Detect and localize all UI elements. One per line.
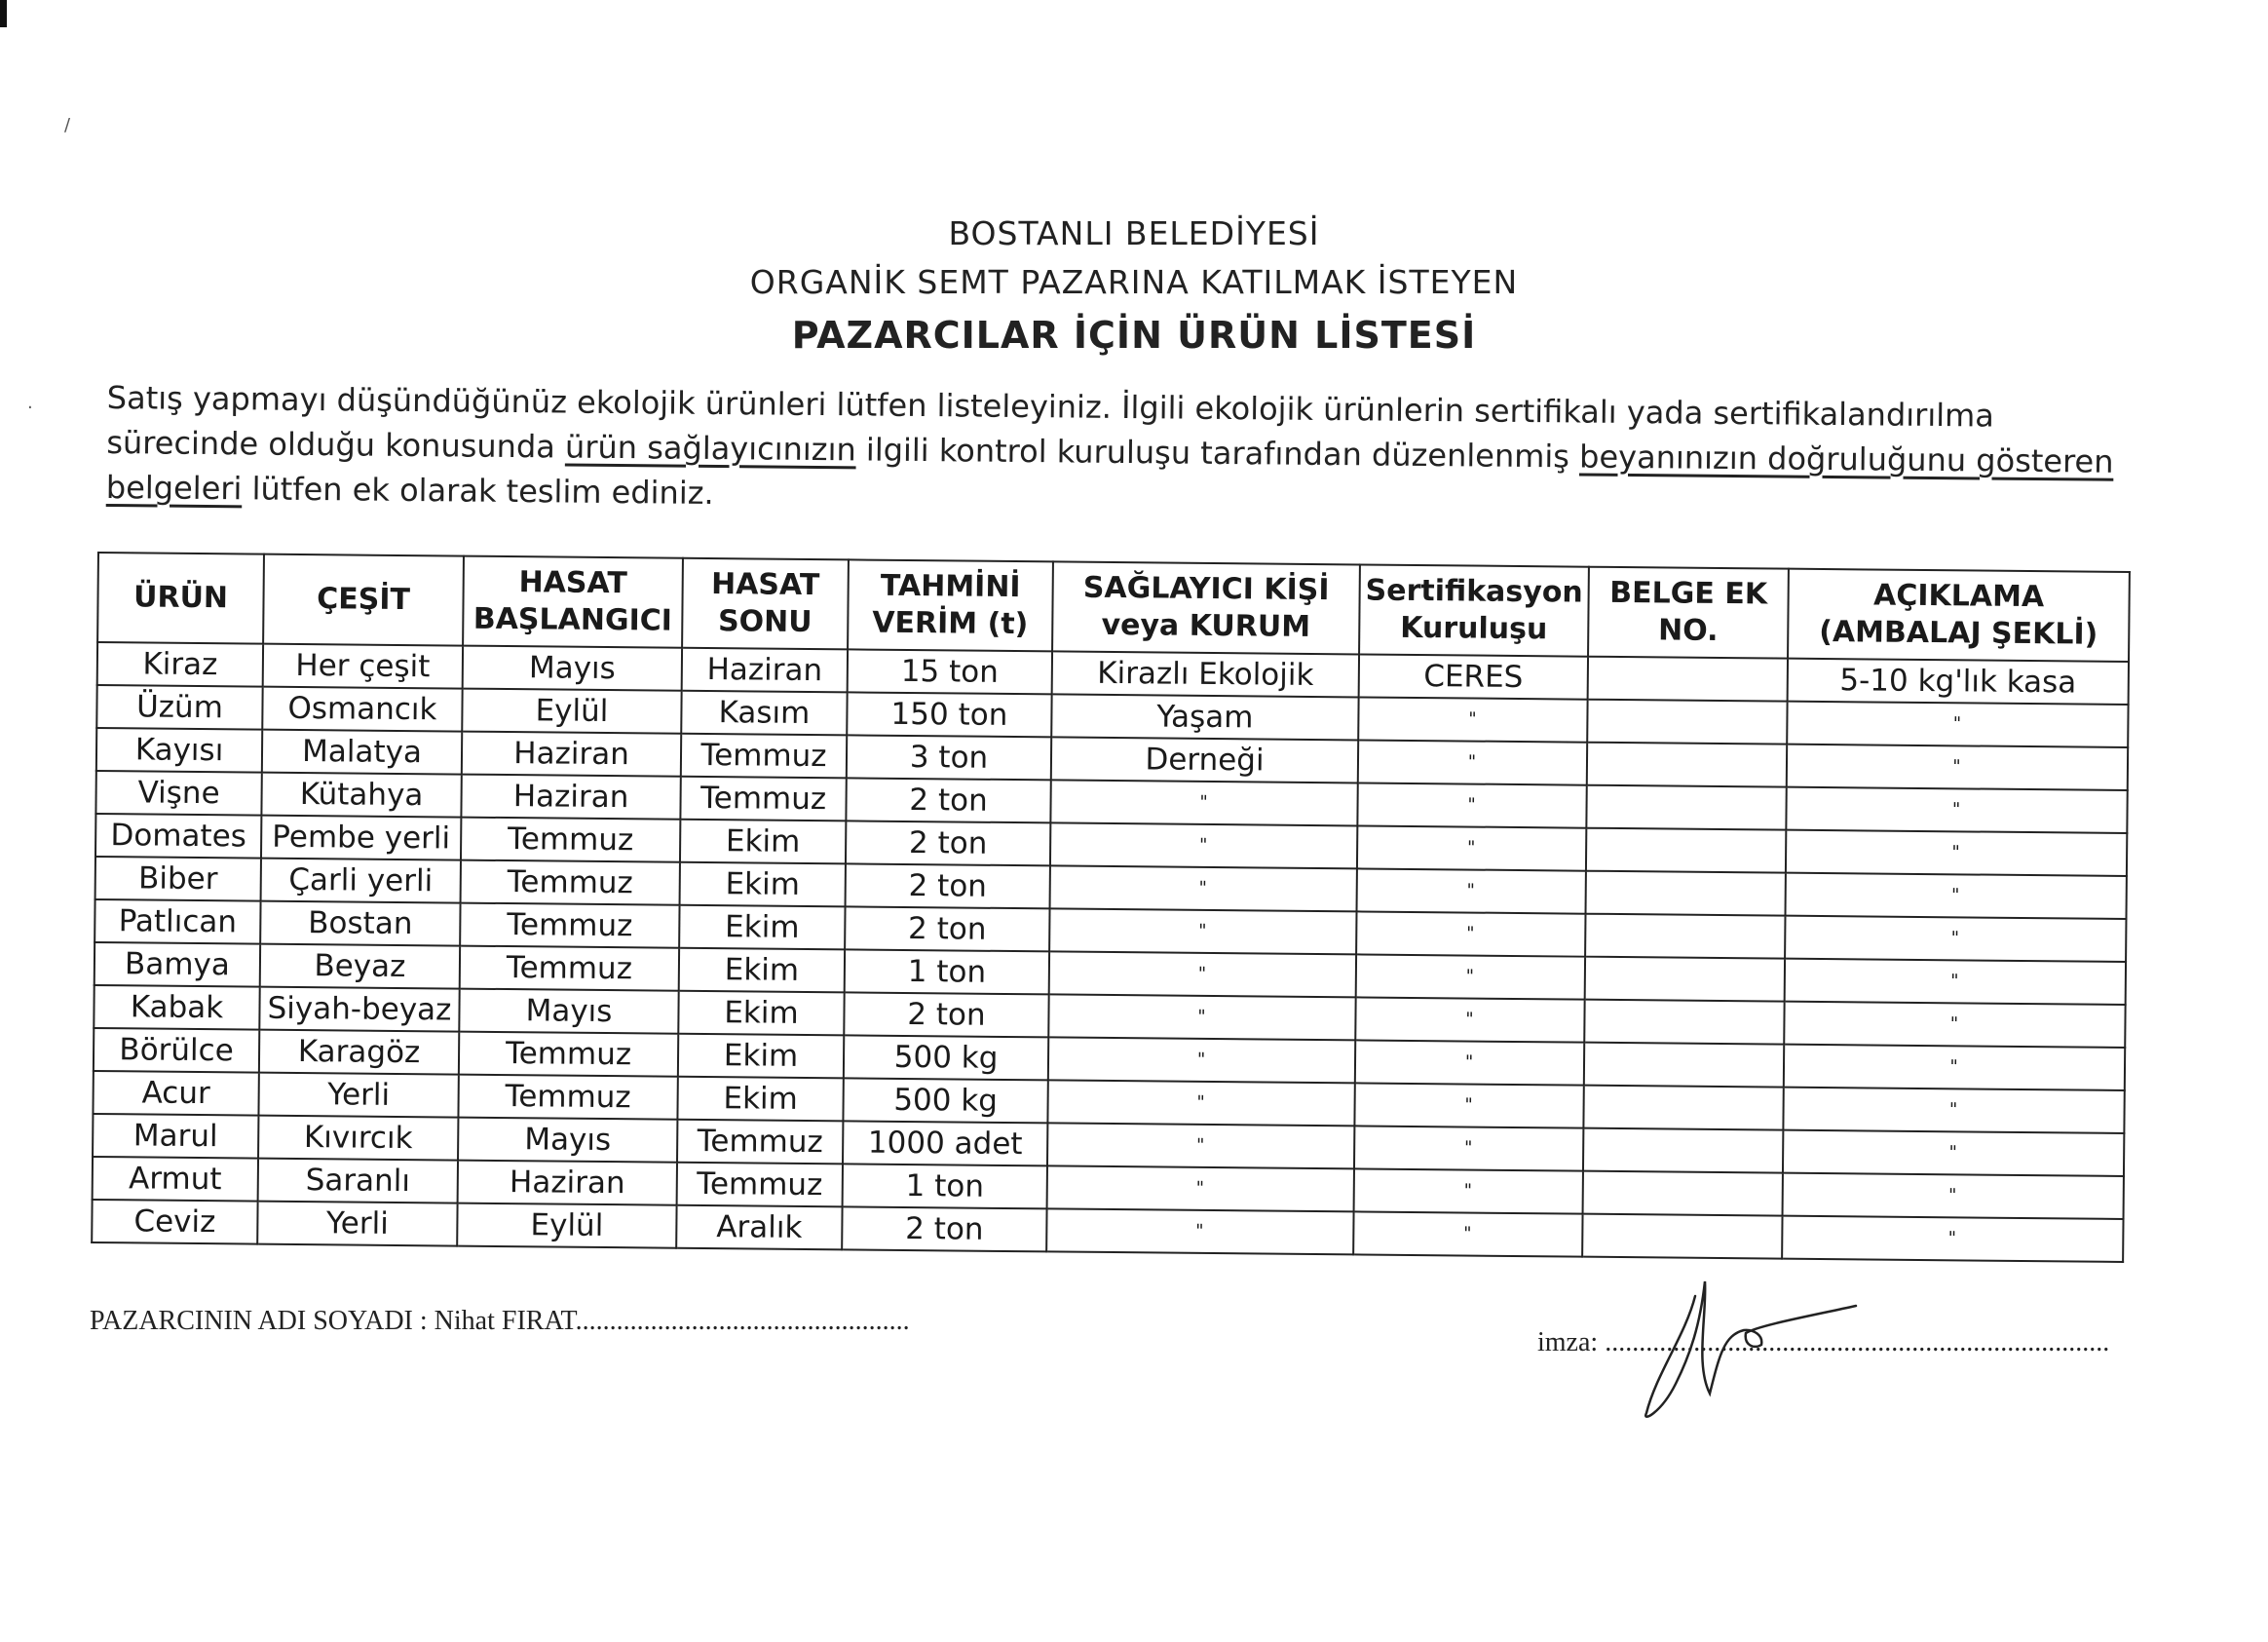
table-cell: Acur [93, 1071, 258, 1116]
table-cell: Domates [95, 814, 261, 859]
table-cell: Kiraz [97, 642, 263, 687]
table-cell: Aralık [676, 1205, 842, 1250]
table-cell: Ceviz [92, 1200, 257, 1244]
table-cell: Kıvırcık [258, 1116, 458, 1161]
table-cell: Temmuz [460, 946, 679, 991]
table-cell [1587, 743, 1787, 787]
table-cell: Börülce [94, 1028, 259, 1073]
table-cell: Temmuz [460, 903, 679, 948]
header-cell: ÇEŞİT [263, 554, 464, 646]
table-cell: 2 ton [845, 906, 1049, 951]
table-cell: 1 ton [845, 949, 1049, 994]
table-cell: Biber [95, 857, 261, 901]
header-cell: AÇIKLAMA (AMBALAJ ŞEKLİ) [1788, 569, 2130, 662]
table-cell: Yaşam [1051, 694, 1358, 740]
table-cell: Çarli yerli [261, 859, 461, 903]
scan-corner-mark [0, 0, 7, 27]
table-cell [1583, 1086, 1783, 1130]
table-cell: Temmuz [458, 1075, 677, 1120]
table-cell: Mayıs [463, 646, 682, 691]
table-cell: 5-10 kg'lık kasa [1788, 659, 2129, 705]
instructions-paragraph [106, 375, 2134, 529]
table-cell: 15 ton [848, 649, 1052, 694]
table-cell: 2 ton [846, 821, 1050, 865]
table-cell: Temmuz [461, 860, 680, 905]
table-cell: " [1785, 916, 2126, 962]
table-cell: " [1047, 1165, 1354, 1211]
table-cell: 1 ton [843, 1164, 1047, 1208]
table-cell: " [1786, 787, 2127, 833]
table-cell: Mayıs [458, 1118, 677, 1163]
table-cell: " [1357, 825, 1586, 870]
table-cell: Pembe yerli [261, 816, 461, 860]
header-cell: HASAT BAŞLANGICI [463, 556, 683, 648]
table-cell: Malatya [262, 730, 462, 775]
table-cell: Temmuz [677, 1163, 843, 1207]
header-cell: TAHMİNİ VERİM (t) [848, 559, 1053, 651]
table-cell: Her çeşit [263, 644, 463, 689]
table-cell: " [1358, 697, 1587, 742]
table-cell: Yerli [258, 1073, 458, 1118]
table-cell: Temmuz [461, 818, 680, 862]
table-cell: Kirazlı Ekolojik [1052, 651, 1359, 697]
table-cell: Haziran [682, 648, 848, 693]
table-cell: Haziran [462, 732, 681, 777]
table-cell: " [1049, 908, 1356, 954]
table-cell: Saranlı [258, 1159, 458, 1203]
table-cell: " [1354, 1083, 1583, 1127]
table-cell: 500 kg [843, 1078, 1047, 1123]
table-cell: Vişne [95, 771, 261, 816]
table-cell: " [1357, 783, 1586, 827]
table-cell [1583, 1171, 1783, 1216]
table-cell [1584, 1043, 1784, 1088]
table-cell: " [1787, 702, 2128, 747]
table-cell [1585, 914, 1785, 959]
table-cell: Kayısı [96, 728, 262, 773]
document-header [0, 210, 2268, 363]
table-cell: Temmuz [680, 777, 846, 821]
table-cell: Marul [93, 1114, 258, 1159]
intro-text-1: Satış yapmayı düşündüğünüz ekolojik ürünleri lütfen listeleyiniz. İlgili ekolojik ürünlerin sertifikalı yada sertifikalandırılma sürecinde olduğu konusunda [106, 378, 1995, 466]
table-cell: Osmancık [262, 687, 462, 732]
table-cell [1583, 1128, 1783, 1173]
table-cell: 2 ton [842, 1206, 1046, 1251]
municipality-title: BOSTANLI BELEDİYESİ [948, 214, 1320, 252]
header-cell: ÜRÜN [97, 553, 264, 644]
table-cell [1588, 657, 1788, 702]
table-cell [1582, 1214, 1782, 1259]
intro-text-3: lütfen ek olarak teslim ediniz. [242, 470, 714, 512]
table-cell: " [1047, 1080, 1354, 1126]
table-cell: Mayıs [459, 989, 678, 1034]
table-cell: Temmuz [459, 1032, 678, 1077]
table-cell: Patlıcan [94, 899, 260, 944]
table-cell: Ekim [679, 905, 845, 950]
table-cell: " [1783, 1130, 2124, 1176]
list-title: PAZARCILAR İÇİN ÜRÜN LİSTESİ [791, 314, 1477, 357]
table-cell: " [1353, 1211, 1582, 1256]
table-cell: 1000 adet [843, 1121, 1047, 1165]
table-cell [1586, 871, 1786, 916]
table-cell: " [1358, 740, 1587, 784]
table-cell: Bostan [260, 901, 460, 946]
table-cell: " [1787, 745, 2128, 790]
table-cell: Temmuz [677, 1120, 843, 1165]
table-cell: " [1050, 865, 1357, 911]
table-cell: " [1050, 822, 1357, 868]
header-cell: SAĞLAYICI KİŞİ veya KURUM [1052, 561, 1360, 654]
table-cell: " [1354, 1168, 1583, 1213]
table-cell: " [1785, 959, 2126, 1005]
table-cell: Ekim [680, 862, 846, 907]
signature-line: imza: .......................................................................... [1537, 1327, 2110, 1357]
table-cell: Yerli [257, 1202, 457, 1246]
table-cell: " [1357, 868, 1586, 913]
table-cell [1584, 1000, 1784, 1045]
table-cell: " [1786, 830, 2127, 876]
table-cell: 500 kg [844, 1035, 1048, 1080]
table-cell: Eylül [457, 1203, 676, 1248]
table-body [92, 642, 2129, 1262]
table-cell: Ekim [677, 1077, 843, 1122]
table-cell: " [1356, 954, 1585, 999]
table-cell: Ekim [680, 820, 846, 864]
scan-speck: · [27, 398, 33, 418]
table-cell: Ekim [679, 948, 845, 993]
intro-text-2: ilgili kontrol kuruluşu tarafından düzenlenmiş [855, 431, 1580, 476]
vendor-name-line: PAZARCININ ADI SOYADI : Nihat FIRAT................................................. [90, 1306, 910, 1336]
table-cell: Ekim [678, 991, 844, 1036]
intro-underline-documents: beyanınızın doğruluğunu gösteren belgeleri [105, 438, 2114, 508]
table-cell: " [1049, 951, 1356, 997]
table-cell: " [1355, 1040, 1584, 1085]
table-cell: Kasım [681, 691, 847, 736]
table-cell [1585, 957, 1785, 1002]
table-cell: Temmuz [681, 734, 847, 779]
header-cell: HASAT SONU [682, 558, 849, 650]
table-cell: " [1356, 911, 1585, 956]
market-subtitle: ORGANİK SEMT PAZARINA KATILMAK İSTEYEN [749, 263, 1519, 301]
scan-speck: / [64, 115, 71, 135]
table-cell: " [1047, 1123, 1354, 1168]
table-cell: Armut [93, 1157, 258, 1202]
table-cell: " [1050, 780, 1357, 825]
table-cell: Derneği [1051, 737, 1358, 783]
intro-underline-supplier: ürün sağlayıcınızın [564, 428, 856, 469]
table-cell: " [1785, 873, 2126, 919]
table-cell: " [1354, 1126, 1583, 1170]
table-cell: Bamya [94, 942, 260, 987]
header-cell: Sertifikasyon Kuruluşu [1359, 564, 1589, 656]
product-table-wrapper [91, 552, 2129, 1263]
table-cell: " [1783, 1173, 2124, 1219]
table-cell: Haziran [461, 775, 680, 820]
table-cell: Kütahya [261, 773, 461, 818]
table-cell: Ekim [678, 1034, 844, 1079]
table-cell: " [1048, 1037, 1355, 1083]
table-cell: 2 ton [846, 778, 1050, 822]
table-cell [1586, 828, 1786, 873]
table-cell: " [1046, 1208, 1353, 1254]
table-cell: 150 ton [847, 692, 1051, 737]
product-table [91, 552, 2131, 1263]
table-cell [1586, 785, 1786, 830]
header-cell: BELGE EK NO. [1588, 567, 1789, 659]
table-cell: " [1782, 1216, 2123, 1262]
table-cell [1587, 700, 1787, 745]
table-cell: CERES [1359, 654, 1588, 699]
table-cell: " [1048, 994, 1355, 1040]
table-cell: Karagöz [259, 1030, 459, 1075]
table-cell: " [1355, 997, 1584, 1042]
table-cell: Beyaz [260, 944, 460, 989]
table-cell: Eylül [462, 689, 681, 734]
table-cell: 2 ton [846, 863, 1050, 908]
table-cell: " [1784, 1002, 2125, 1048]
table-cell: Siyah-beyaz [259, 987, 459, 1032]
table-cell: " [1783, 1088, 2124, 1133]
table-cell: Kabak [94, 985, 259, 1030]
table-cell: Haziran [458, 1161, 677, 1205]
table-cell: Üzüm [96, 685, 262, 730]
table-cell: 3 ton [847, 735, 1051, 780]
table-cell: 2 ton [844, 992, 1048, 1037]
table-cell: " [1784, 1045, 2125, 1090]
handwritten-signature [1617, 1277, 1871, 1423]
